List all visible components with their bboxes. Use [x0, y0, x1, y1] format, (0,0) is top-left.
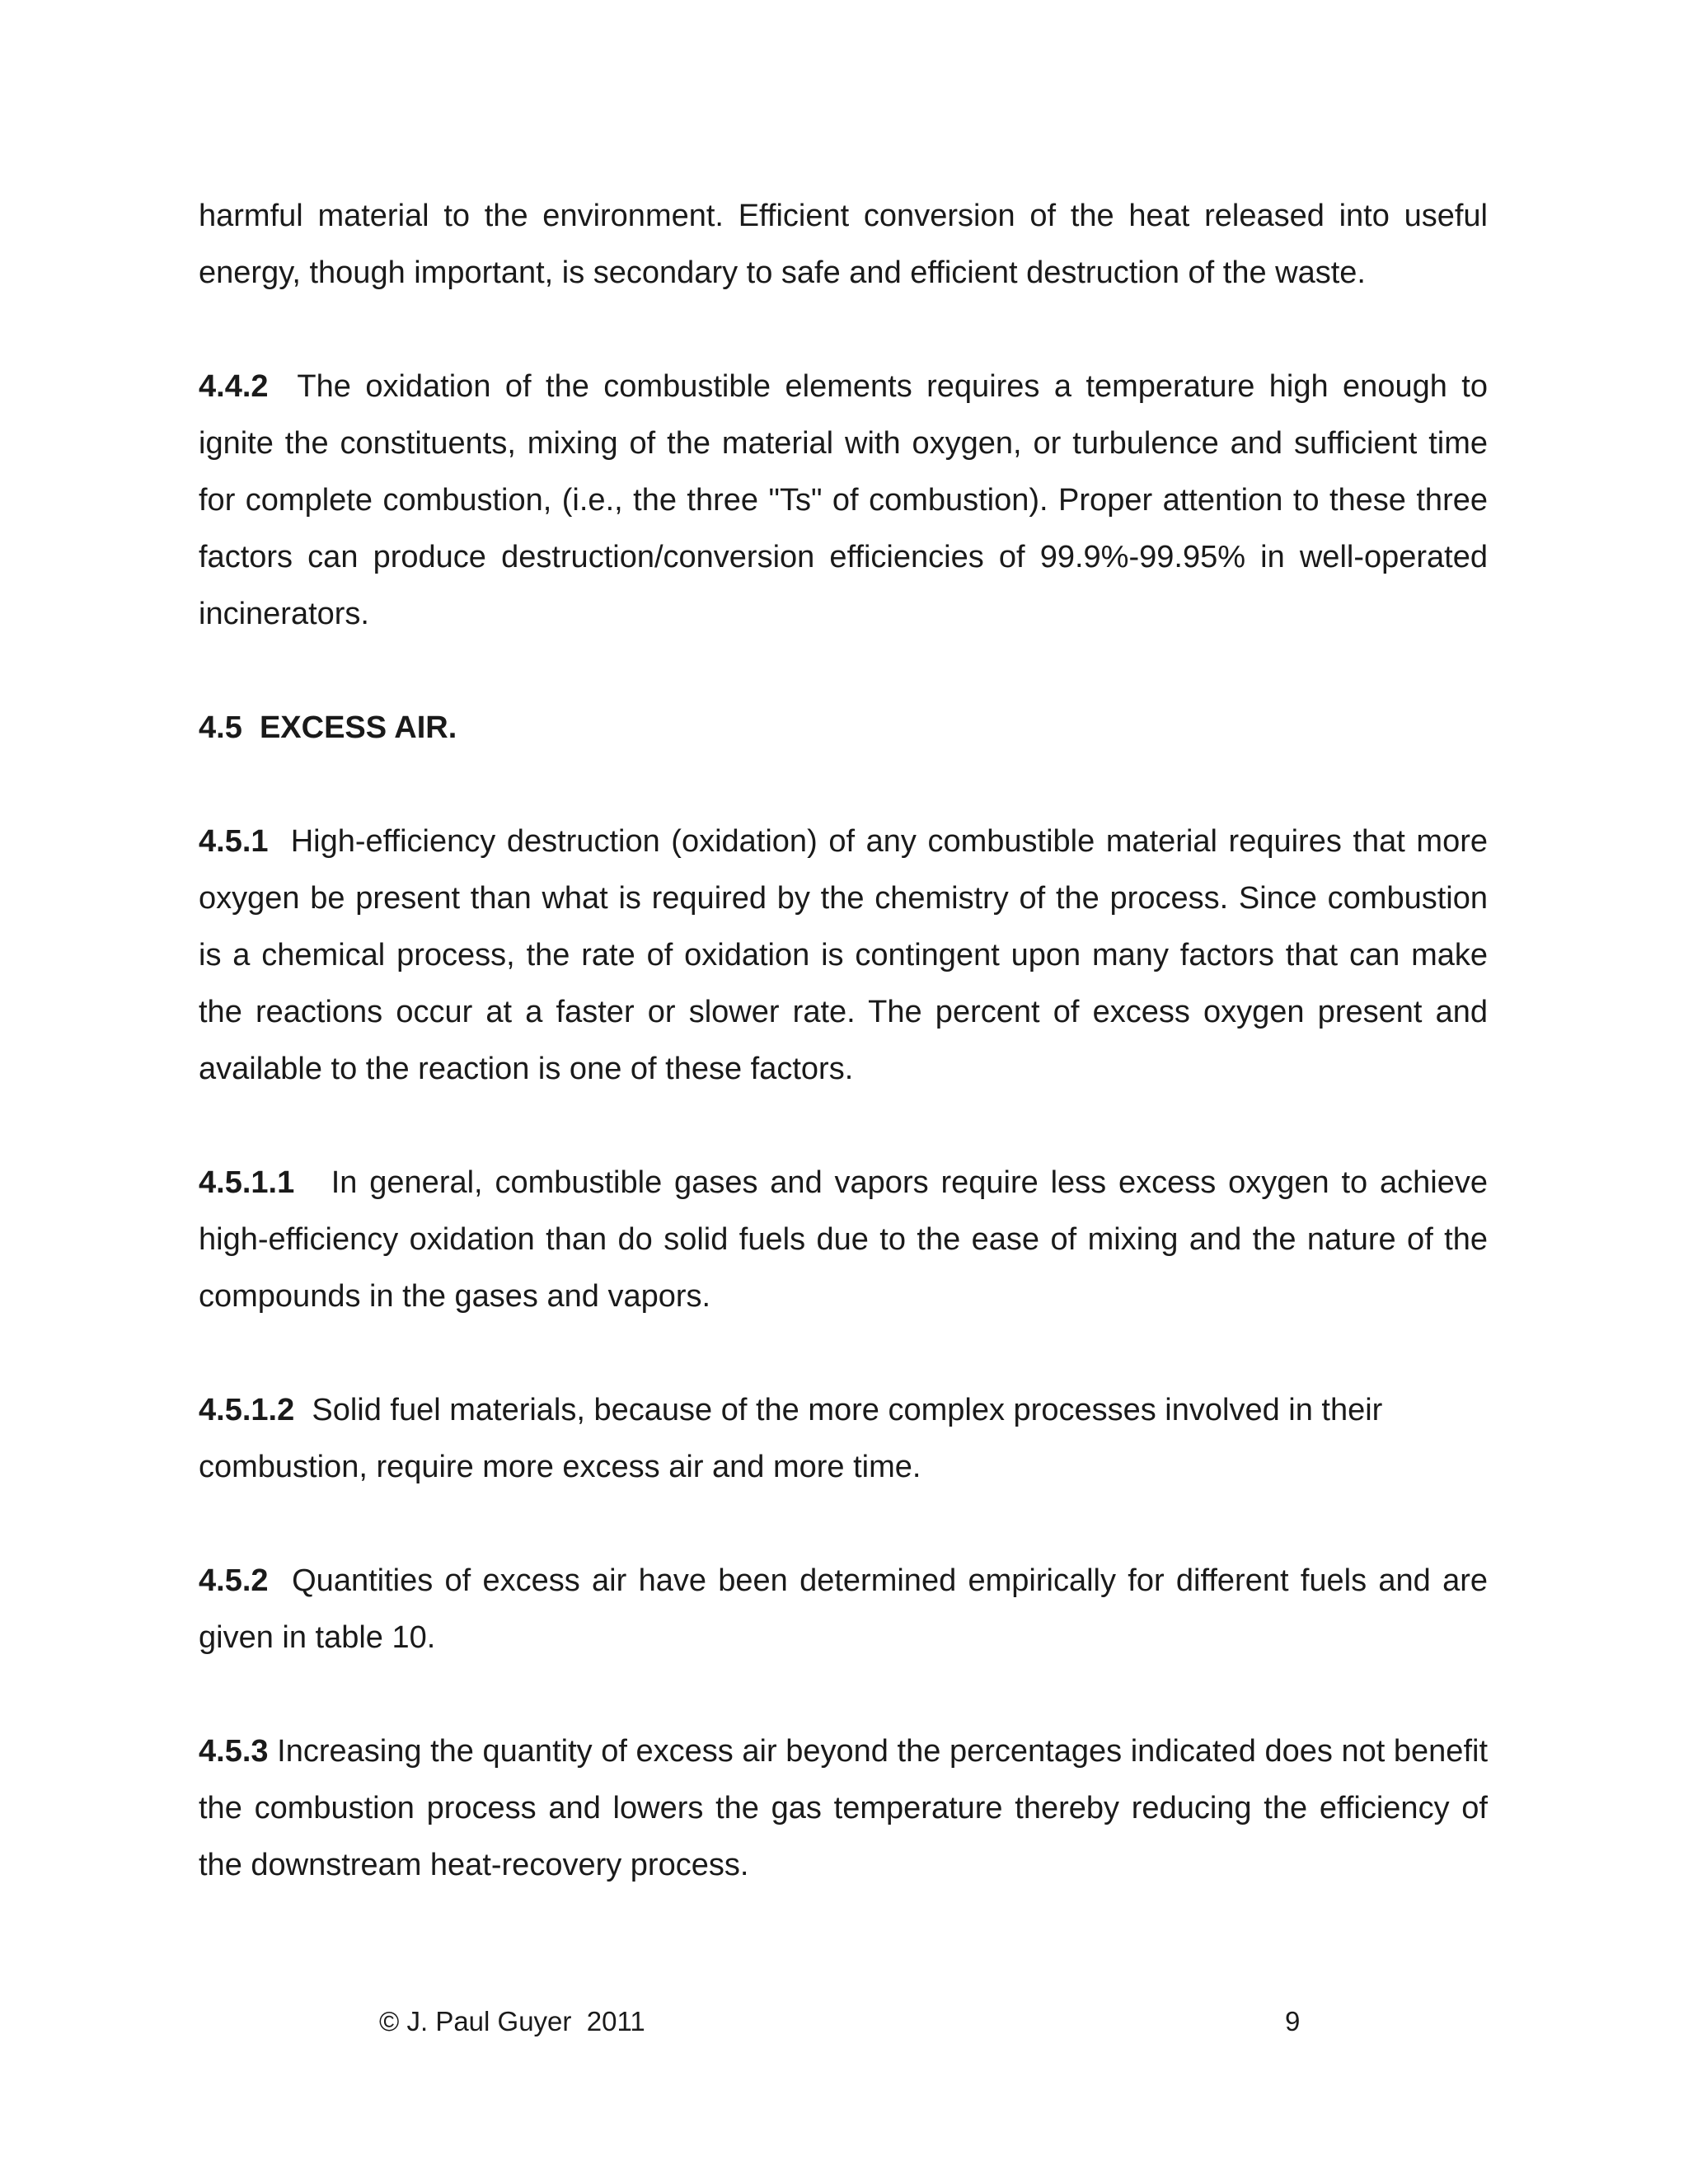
section-number: 4.5.1	[199, 824, 269, 859]
paragraph-4-5-1-1	[199, 1155, 1488, 1325]
paragraph-text: Solid fuel materials, because of the more complex processes involved in their combustion, require more excess air and more time.	[199, 1393, 1383, 1484]
paragraph-continuation	[199, 188, 1488, 302]
section-heading-excess-air	[199, 700, 1488, 757]
paragraph-text: High-efficiency destruction (oxidation) of any combustible material requires that more oxygen be present than what is required by the chemistry of the process. Since combustion is a chemical process, the rate of oxidation is contingent upon many factors that can make the reactions occur at a faster or slower rate. The percent of excess oxygen present and available to the reaction is one of these factors.	[199, 824, 1488, 1086]
page-number: 9	[1285, 2006, 1301, 2036]
paragraph-text: harmful material to the environment. Efficient conversion of the heat released into useful energy, though important, is secondary to safe and efficient destruction of the waste.	[199, 199, 1488, 290]
paragraph-text: Increasing the quantity of excess air beyond the percentages indicated does not benefit the combustion process and lowers the gas temperature thereby reducing the efficiency of the downstream heat-recovery process.	[199, 1734, 1489, 1882]
paragraph-4-5-3	[199, 1723, 1488, 1894]
paragraph-4-5-2	[199, 1553, 1488, 1666]
footer-copyright: © J. Paul Guyer 2011	[379, 2006, 645, 2036]
paragraph-text: Quantities of excess air have been determined empirically for different fuels and are given in table 10.	[199, 1563, 1488, 1655]
section-number: 4.5.1.1	[199, 1165, 295, 1200]
section-heading-text: 4.5 EXCESS AIR.	[199, 710, 457, 745]
paragraph-4-5-1-2	[199, 1382, 1488, 1496]
paragraph-4-5-1	[199, 813, 1488, 1098]
paragraph-text: In general, combustible gases and vapors require less excess oxygen to achieve high-efficiency oxidation than do solid fuels due to the ease of mixing and the nature of the compounds in the gases and vapors.	[199, 1165, 1488, 1314]
paragraph-text: The oxidation of the combustible elements requires a temperature high enough to ignite the constituents, mixing of the material with oxygen, or turbulence and sufficient time for complete combustion, (i.e., the three "Ts" of combustion). Proper attention to these three factors can produce destruction/conversion efficiencies of 99.9%-99.95% in well-operated incinerators.	[199, 369, 1488, 631]
paragraph-4-4-2	[199, 359, 1488, 643]
section-number: 4.5.1.2	[199, 1393, 295, 1427]
document-body	[199, 188, 1488, 1951]
section-number: 4.5.3	[199, 1734, 269, 1769]
section-number: 4.4.2	[199, 369, 269, 404]
section-number: 4.5.2	[199, 1563, 269, 1598]
